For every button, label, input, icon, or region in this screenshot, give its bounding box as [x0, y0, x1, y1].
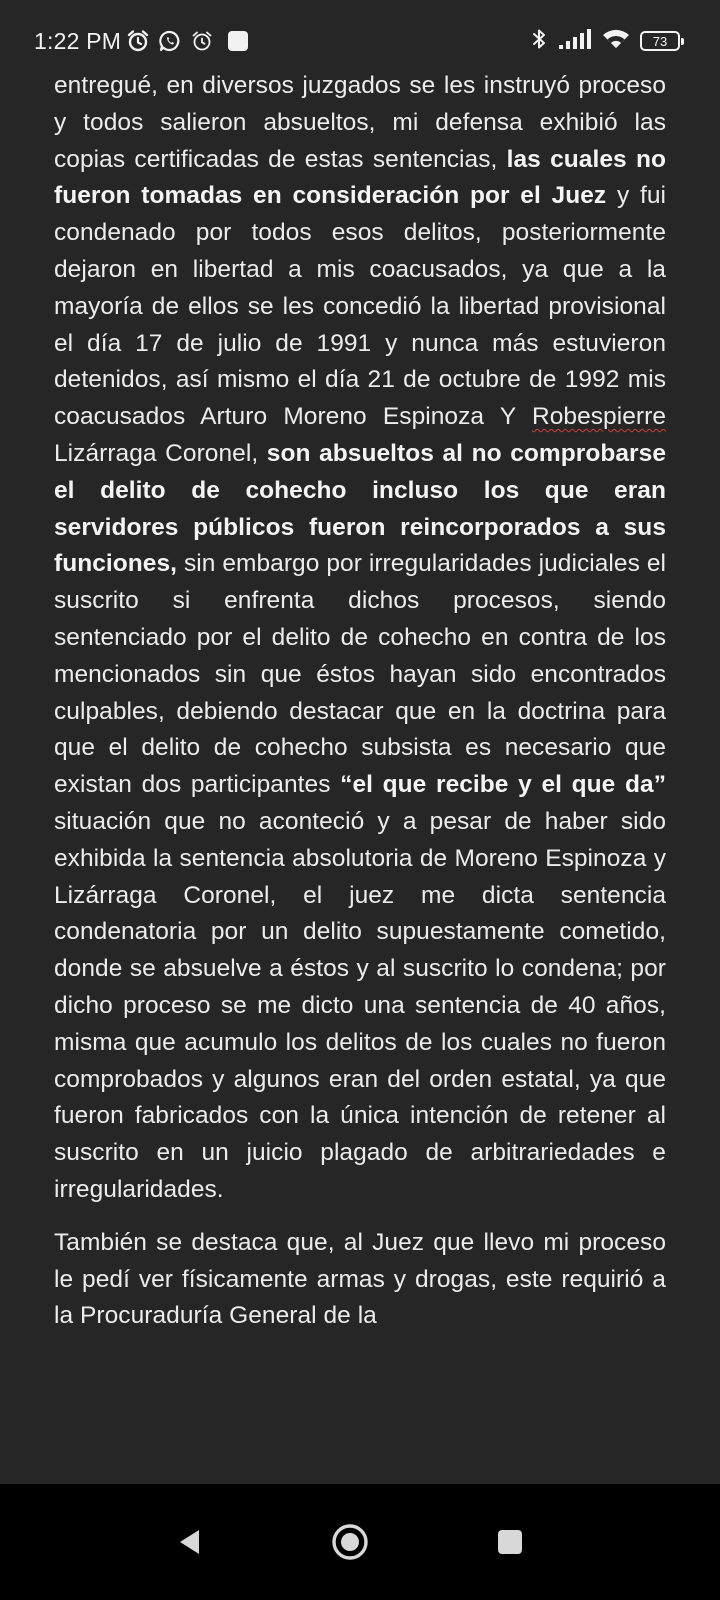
paragraph-1-bold-quote: “el que recibe y el que da”	[340, 771, 666, 799]
recents-icon	[495, 1527, 525, 1557]
battery-icon: 73	[640, 31, 680, 51]
document-page	[54, 0, 666, 1335]
recents-button[interactable]	[490, 1522, 530, 1562]
back-icon	[175, 1527, 205, 1557]
status-time: 1:22 PM	[34, 28, 122, 54]
status-bar	[0, 0, 720, 66]
home-icon	[330, 1522, 370, 1562]
alarm-icon	[126, 29, 150, 53]
navigation-bar	[0, 1484, 720, 1600]
alarm-outline-icon	[190, 29, 214, 53]
back-button[interactable]	[170, 1522, 210, 1562]
home-button[interactable]	[330, 1522, 370, 1562]
paragraph-1-text-3: Lizárraga Coronel,	[54, 439, 267, 467]
paragraph-1-bold-1: las cuales no fueron tomadas en consideración por el Juez	[54, 145, 666, 210]
paragraph-1-text-1: entregué, en diversos juzgados se les instruyó proceso y todos salieron absueltos, mi defensa exhibió las copias certificadas de estas sentencias,	[54, 72, 666, 173]
paragraph-1-text-5: situación que no aconteció y a pesar de haber sido exhibida la sentencia absolutoria de Moreno Espinoza y Lizárraga Coronel, el juez me dicta sentencia condenatoria por un delito supuestamente cometido, donde se absuelve a éstos y al suscrito lo condena; por dicho proceso se me dicto una sentencia de 40 años, misma que acumulo los delitos de los cuales no fueron comprobados y algunos eran del orden estatal, ya que fueron fabricados con la única intención de retener al suscrito en un juicio plagado de arbitrariedades e irregularidades.	[54, 807, 666, 1203]
wifi-icon	[602, 28, 630, 55]
paragraph-1-bold-2: son absueltos al no comprobarse el delito de cohecho incluso los que eran servidores públicos fueron reincorporados a sus funciones,	[54, 439, 666, 578]
whatsapp-icon	[158, 29, 182, 53]
bluetooth-icon	[530, 27, 548, 56]
paragraph-1-text-2: y fui condenado por todos esos delitos, posteriormente dejaron en libertad a mis coacusados, ya que a la mayoría de ellos se les concedió la libertad provisional el día 17 de julio de 1991 y nunca más estuvieron detenidos, así mismo el día 21 de octubre de 1992 mis coacusados Arturo Moreno Espinoza Y	[54, 182, 666, 431]
paragraph-1-text-4: sin embargo por irregularidades judiciales el suscrito si enfrenta dichos procesos, siendo sentenciado por el delito de cohecho en contra de los mencionados sin que éstos hayan sido encontrados culpables, debiendo destacar que en la doctrina para que el delito de cohecho subsista es necesario que existan dos participantes	[54, 550, 666, 799]
paragraph-2-text: También se destaca que, al Juez que llevo mi proceso le pedí ver físicamente armas y drogas, este requirió a la Procuraduría General de la	[54, 1228, 666, 1330]
paragraph-1	[54, 0, 666, 1209]
notification-square-icon	[228, 31, 248, 51]
notification-icons	[126, 28, 248, 54]
spellcheck-flagged-word[interactable]: Robespierre	[531, 403, 666, 431]
system-icons	[530, 27, 680, 55]
paragraph-2	[54, 1225, 666, 1335]
signal-icon	[558, 28, 592, 55]
